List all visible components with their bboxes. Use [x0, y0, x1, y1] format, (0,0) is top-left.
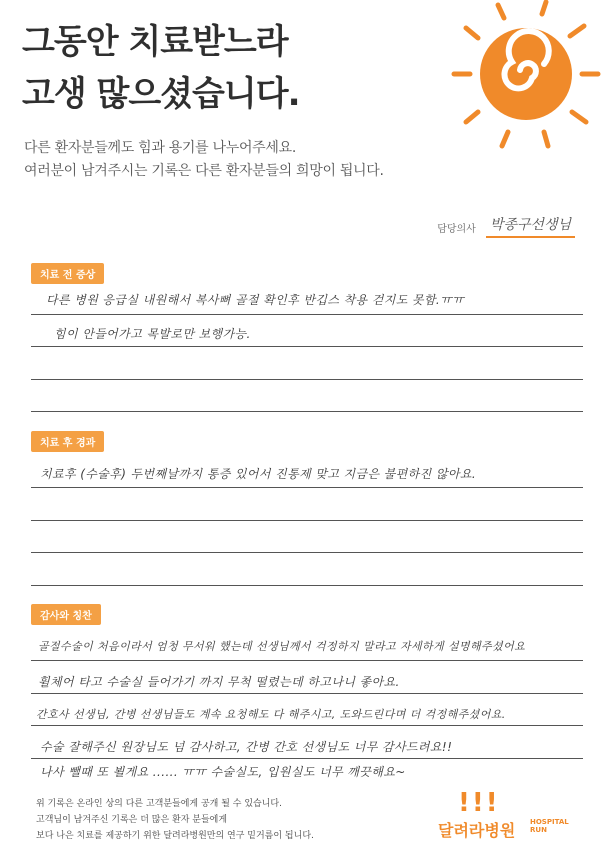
section-tag-thanks: 감사와 칭찬 — [31, 604, 101, 625]
hospital-logo — [438, 788, 598, 838]
ruled-line — [31, 758, 583, 759]
ruled-line — [31, 552, 583, 553]
after-text-line1: 치료후 (수술후) 두번째날까지 통증 있어서 진통제 맞고 지금은 불편하진 않아요. — [40, 467, 477, 481]
thanks-text-line3: 간호사 선생님, 간병 선생님들도 계속 요청해도 다 해주시고, 도와드린다며 더 걱정해주셨어요. — [36, 708, 506, 721]
logo-marks: !!! — [458, 788, 500, 818]
logo-name: 달려라병원 — [438, 821, 516, 840]
logo-sub: HOSPITAL RUN — [530, 818, 569, 834]
ruled-line — [31, 411, 583, 412]
page-title-line1: 그동안 치료받느라 — [22, 22, 288, 62]
ruled-line — [31, 314, 583, 315]
doctor-label: 담당의사 — [437, 224, 476, 235]
intro-line1: 다른 환자분들께도 힘과 용기를 나누어주세요. — [24, 140, 297, 156]
thanks-text-line5: 나사 뺄때 또 뵐게요 ...... ㅠㅠ 수술실도, 입원실도 너무 깨끗해요~ — [40, 765, 406, 779]
footnote-2: 고객님이 남겨주신 기록은 더 많은 환자 분들에게 — [36, 815, 228, 825]
ruled-line — [31, 725, 583, 726]
thanks-text-line4: 수술 잘해주신 원장님도 넘 감사하고, 간병 간호 선생님도 너무 감사드려요!! — [40, 740, 453, 754]
ruled-line — [31, 585, 583, 586]
footnote-1: 위 기록은 온라인 상의 다른 고객분들에게 공개 될 수 있습니다. — [36, 799, 282, 809]
section-tag-after: 치료 후 경과 — [31, 431, 104, 452]
thanks-text-line2: 휠체어 타고 수술실 들어가기 까지 무척 떨렸는데 하고나니 좋아요. — [38, 675, 400, 689]
ruled-line — [31, 693, 583, 694]
before-text-line1: 다른 병원 응급실 내원해서 복사뼈 골절 확인후 반깁스 착용 걷지도 못함.ㅠㅠ — [46, 293, 465, 307]
ruled-line — [31, 379, 583, 380]
doctor-field — [437, 214, 575, 238]
doctor-name: 박종구선생님 — [486, 214, 575, 238]
ruled-line — [31, 487, 583, 488]
page-title-line2: 고생 많으셨습니다. — [22, 74, 300, 114]
footnote-3: 보다 나은 치료를 제공하기 위한 달려라병원만의 연구 밑거름이 됩니다. — [36, 831, 314, 841]
thanks-text-line1: 골절수술이 처음이라서 엄청 무서워 했는데 선생님께서 걱정하지 말라고 자세하게 설명해주셨어요 — [38, 640, 526, 653]
intro-line2: 여러분이 남겨주시는 기록은 다른 환자분들의 희망이 됩니다. — [24, 163, 384, 179]
ruled-line — [31, 660, 583, 661]
ruled-line — [31, 520, 583, 521]
sun-icon — [438, 0, 608, 165]
before-text-line2: 힘이 안들어가고 목발로만 보행가능. — [54, 327, 251, 341]
ruled-line — [31, 346, 583, 347]
section-tag-before: 치료 전 증상 — [31, 263, 104, 284]
